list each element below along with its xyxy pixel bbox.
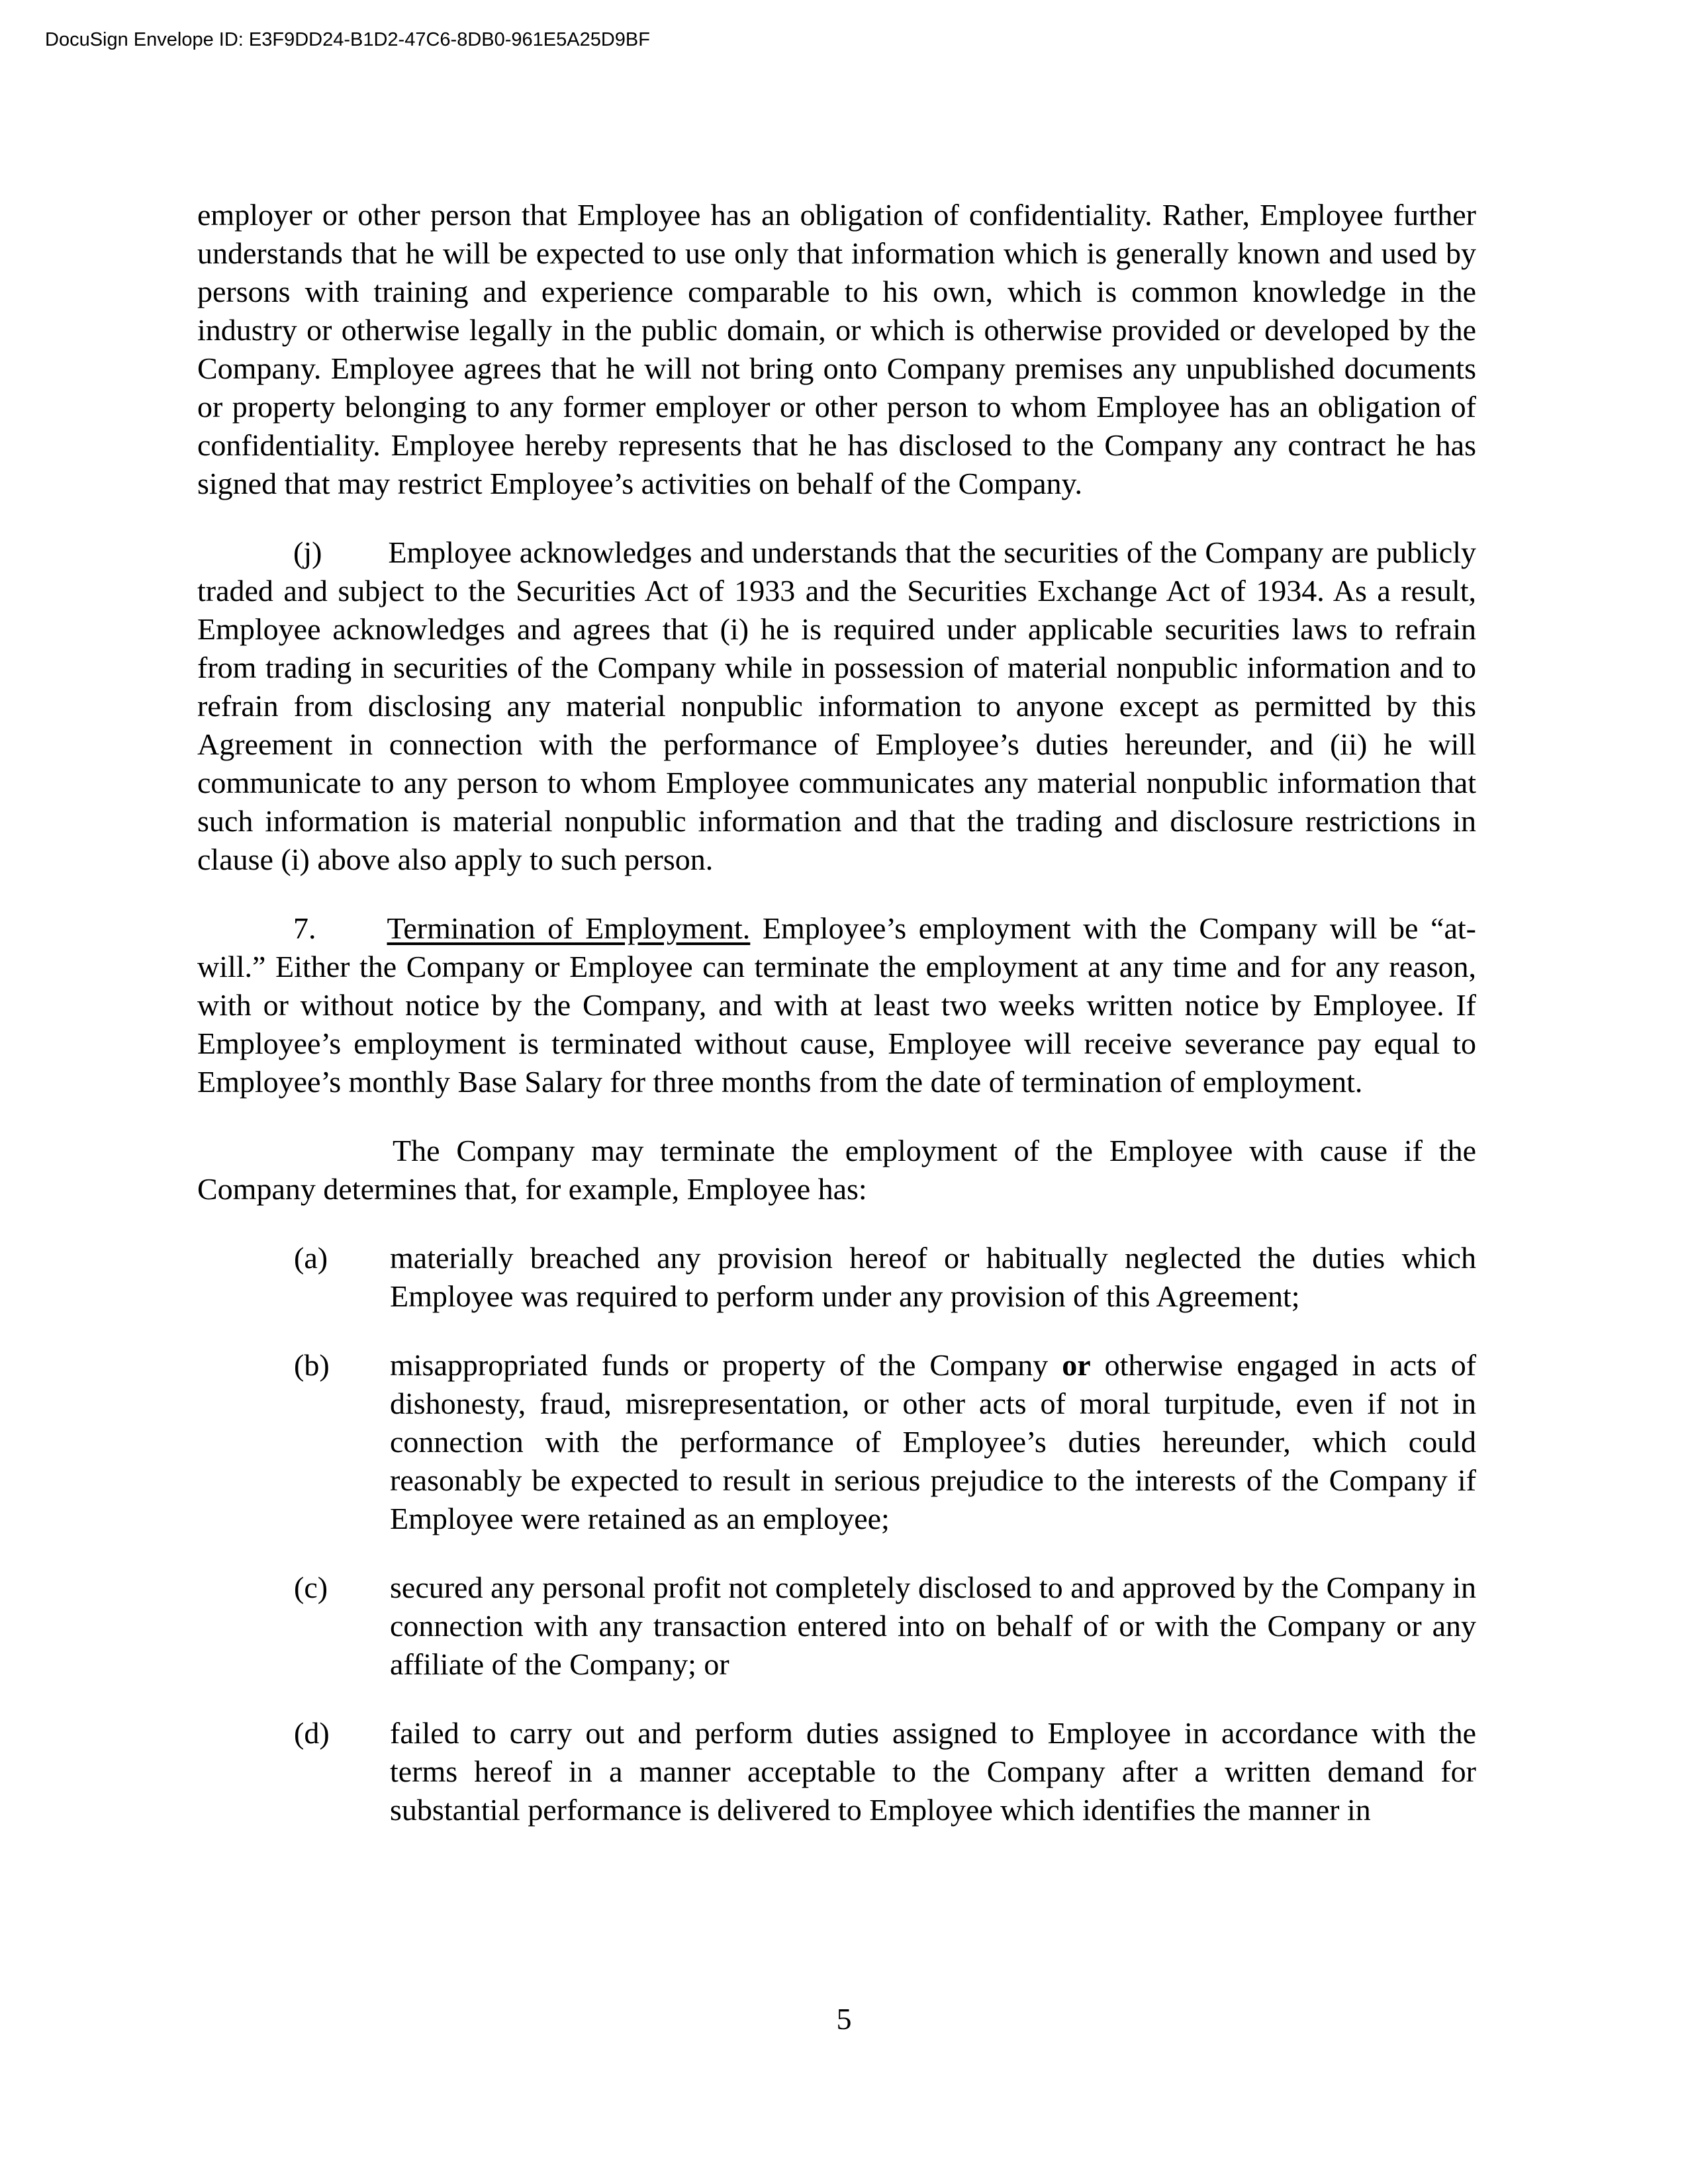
cause-clause-d — [197, 1714, 1476, 1829]
document-page-body — [197, 196, 1476, 1829]
clause-label: (d) — [294, 1716, 330, 1750]
section-7-paragraph — [197, 909, 1476, 1101]
clause-j-label: (j) — [293, 535, 322, 569]
clause-text: materially breached any provision hereof or habitually neglected the duties which Employee was required to perform under any provision of this Agreement; — [390, 1241, 1476, 1313]
clause-text — [390, 1346, 1476, 1538]
clause-label: (a) — [294, 1241, 328, 1275]
clause-label: (b) — [294, 1348, 330, 1382]
clause-b-bold-or: or — [1062, 1348, 1091, 1382]
section-7-number: 7. — [293, 911, 316, 945]
section-7-heading: Termination of Employment. — [387, 911, 751, 945]
cause-clause-b — [197, 1346, 1476, 1538]
page-number: 5 — [836, 2002, 852, 2036]
termination-cause-intro: The Company may terminate the employment of the Employee with cause if the Company determines that, for example, Employee has: — [197, 1134, 1476, 1206]
clause-text: failed to carry out and perform duties assigned to Employee in accordance with the terms hereof in a manner acceptable to the Company after a written demand for substantial performance is delivered to Employee which identifies the manner in — [390, 1716, 1476, 1827]
clause-b-text-before: misappropriated funds or property of the Company — [390, 1348, 1049, 1382]
clause-j-paragraph — [197, 533, 1476, 879]
clause-j-text: Employee acknowledges and understands that the securities of the Company are publicly traded and subject to the Securities Act of 1933 and the Securities Exchange Act of 1934. As a result, Employee acknowledges and agrees that (i) he is required under applicable securities laws to refrain from trading in securities of the Company while in possession of material nonpublic information and to refrain from disclosing any material nonpublic information to anyone except as permitted by this Agreement in connection with the performance of Employee’s duties hereunder, and (ii) he will communicate to any person to whom Employee communicates any material nonpublic information that such information is material nonpublic information and that the trading and disclosure restrictions in clause (i) above also apply to such person. — [197, 535, 1476, 876]
continuation-paragraph: employer or other person that Employee has an obligation of confidentiality. Rather, Employee further understands that he will be expected to use only that information which is generally known and used by persons with training and experience comparable to his own, which is common knowledge in the industry or otherwise legally in the public domain, or which is otherwise provided or developed by the Company. Employee agrees that he will not bring onto Company premises any unpublished documents or property belonging to any former employer or other person to whom Employee has an obligation of confidentiality. Employee hereby represents that he has disclosed to the Company any contract he has signed that may restrict Employee’s activities on behalf of the Company. — [197, 198, 1476, 500]
section-7-text: Employee’s employment with the Company will be “at-will.” Either the Company or Employee can terminate the employment at any time and for any reason, with or without notice by the Company, and with at least two weeks written notice by Employee. If Employee’s employment is terminated without cause, Employee will receive severance pay equal to Employee’s monthly Base Salary for three months from the date of termination of employment. — [197, 911, 1476, 1099]
clause-b-text-after: otherwise engaged in acts of dishonesty, fraud, misrepresentation, or other acts of moral turpitude, even if not in connection with the performance of Employee’s duties hereunder, which could reasonably be expected to result in serious prejudice to the interests of the Company if Employee were retained as an employee; — [390, 1348, 1477, 1535]
cause-clause-a — [197, 1239, 1476, 1316]
docusign-envelope-id: DocuSign Envelope ID: E3F9DD24-B1D2-47C6-8DB0-961E5A25D9BF — [45, 29, 650, 50]
clause-label: (c) — [294, 1570, 328, 1604]
cause-clause-c — [197, 1569, 1476, 1684]
clause-text: secured any personal profit not completely disclosed to and approved by the Company in connection with any transaction entered into on behalf of or with the Company or any affiliate of the Company; or — [390, 1570, 1476, 1681]
